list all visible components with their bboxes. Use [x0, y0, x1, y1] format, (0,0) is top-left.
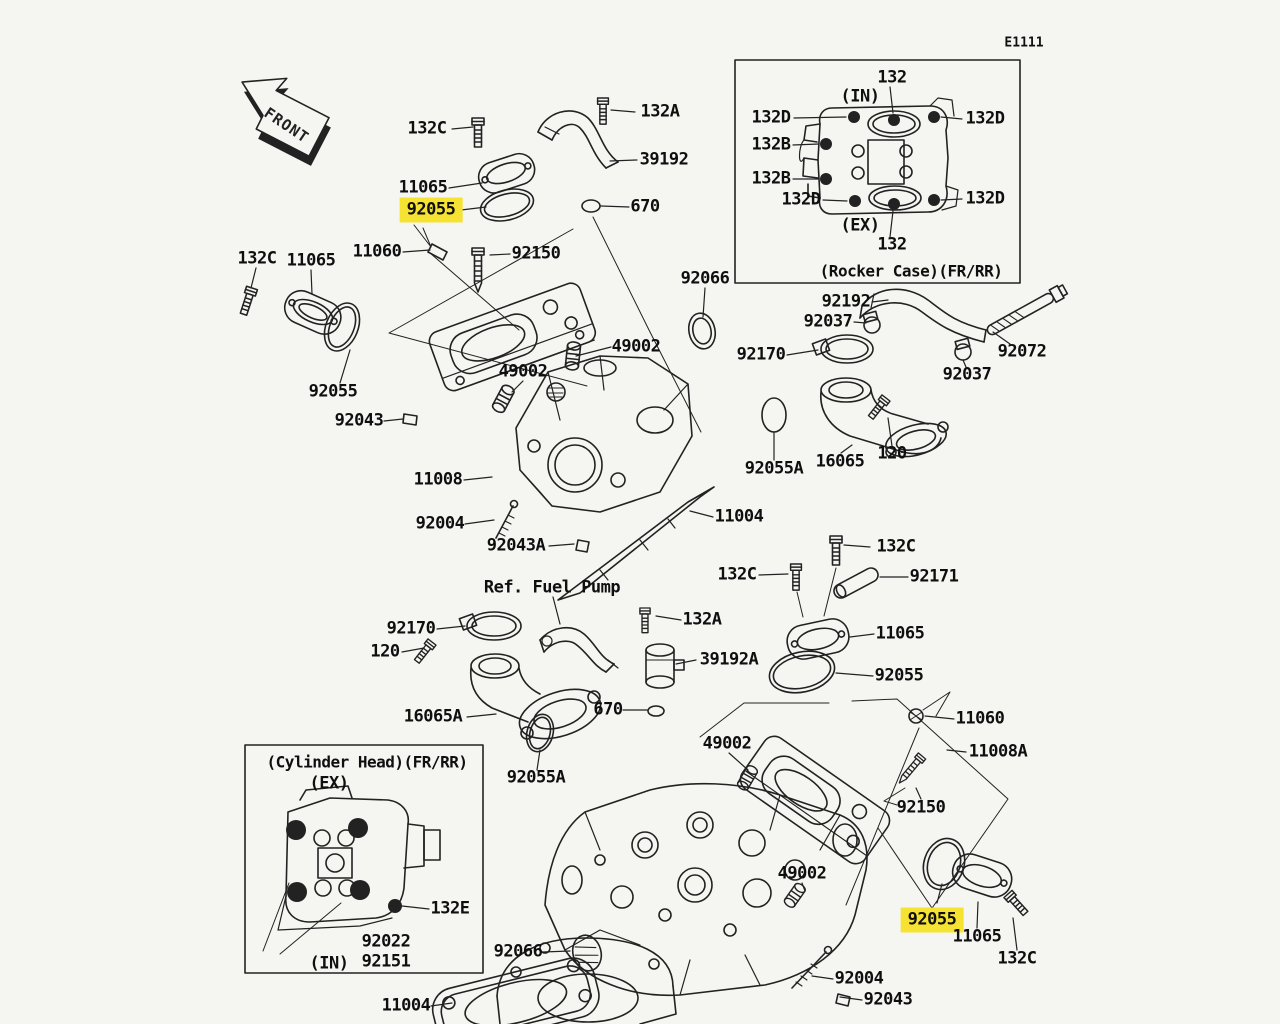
part-label-132c: 132C: [237, 248, 277, 269]
part-label-132: 132: [877, 67, 907, 88]
part-label-11008: 11008: [413, 469, 463, 490]
long-bolt-92072: [985, 283, 1069, 338]
seal-92066-top: [686, 311, 719, 352]
part-label-120: 120: [877, 443, 907, 464]
part-label-92192: 92192: [821, 291, 871, 312]
part-label-92004: 92004: [834, 968, 884, 989]
dowel-92043a: [576, 540, 589, 552]
part-label-11065: 11065: [286, 250, 336, 271]
part-label-49002: 49002: [611, 336, 661, 357]
part-label-92170: 92170: [736, 344, 786, 365]
clamp-92170-lower: [459, 612, 521, 640]
part-label-11065: 11065: [952, 926, 1002, 947]
plug-49002-a: [491, 383, 516, 414]
part-label-16065: 16065: [815, 451, 865, 472]
part-label-11008a: 11008A: [968, 741, 1028, 762]
part-label-92066: 92066: [493, 941, 543, 962]
part-label-11065: 11065: [875, 623, 925, 644]
rocker-case-drawing: [800, 98, 959, 214]
pin-92043-top: [403, 414, 417, 425]
clamp-92037-b: [955, 338, 971, 360]
plug-49002-d: [783, 882, 807, 909]
part-label-92055: 92055: [901, 908, 964, 933]
bolt-92150-rear: [896, 753, 926, 786]
part-label-49002: 49002: [702, 733, 752, 754]
part-label-92072: 92072: [997, 341, 1047, 362]
oring-92055a-lower: [523, 711, 558, 754]
part-label-132c: 132C: [997, 948, 1037, 969]
nut-11060-rear: [909, 709, 923, 723]
oring-670-lower: [648, 706, 664, 716]
part-label-92150: 92150: [511, 243, 561, 264]
part-label-132b: 132B: [751, 134, 791, 155]
part-label-ref-fuel-pump: Ref. Fuel Pump: [483, 577, 621, 598]
part-label-11060: 11060: [955, 708, 1005, 729]
part-label-92171: 92171: [909, 566, 959, 587]
bolt-132a-lower: [640, 608, 650, 633]
part-label-92043: 92043: [334, 410, 384, 431]
part-label-92037: 92037: [803, 311, 853, 332]
pin-92043-rear: [836, 994, 850, 1006]
intake-boot-16065a: [471, 654, 607, 748]
breather-cover-11065-c: [784, 616, 852, 662]
part-label-11004: 11004: [714, 506, 764, 527]
gasket-92055-c: [766, 646, 839, 699]
part-label-39192a: 39192A: [699, 649, 759, 670]
bolt-132c-d: [791, 564, 802, 590]
part-label-670: 670: [593, 699, 623, 720]
bolt-132c-e: [1004, 890, 1029, 917]
part-label-92055: 92055: [308, 381, 358, 402]
front-arrow-text: FRONT: [260, 103, 313, 147]
part-label-132d: 132D: [965, 108, 1005, 129]
fuel-pump-hose: [540, 628, 618, 672]
part-label-92150: 92150: [896, 797, 946, 818]
part-label-11065: 11065: [398, 177, 448, 198]
part-label-ex: (EX): [309, 773, 349, 794]
bolt-120-right: [867, 395, 890, 421]
part-label-92055: 92055: [400, 198, 463, 223]
cylinder-head-rear: [545, 784, 867, 996]
part-label-92066: 92066: [680, 268, 730, 289]
part-label-92022: 92022: [361, 931, 411, 952]
valve-cover-rear: [736, 732, 894, 869]
part-label-132b: 132B: [751, 168, 791, 189]
part-label-670: 670: [630, 196, 660, 217]
cylinder-head-caption: (Cylinder Head)(FR/RR): [266, 752, 468, 772]
rocker-case-bolt-dots: [820, 111, 940, 210]
front-arrow: [221, 59, 344, 172]
part-label-39192: 39192: [639, 149, 689, 170]
part-label-ex: (EX): [840, 215, 880, 236]
part-label-92055a: 92055A: [744, 458, 804, 479]
part-label-120: 120: [370, 641, 400, 662]
breather-cover-11065-d: [948, 850, 1016, 902]
part-label-132d: 132D: [965, 188, 1005, 209]
part-label-92037: 92037: [942, 364, 992, 385]
part-label-11004: 11004: [381, 995, 431, 1016]
diagram-code: E1111: [1004, 35, 1044, 51]
stud-92004-front: [496, 501, 518, 539]
clamp-92170-right: [812, 335, 873, 363]
part-label-92043: 92043: [863, 989, 913, 1010]
hose-92192: [860, 289, 986, 342]
part-label-132d: 132D: [751, 107, 791, 128]
part-label-132a: 132A: [640, 101, 680, 122]
part-label-16065a: 16065A: [403, 706, 463, 727]
part-label-92043a: 92043A: [486, 535, 546, 556]
pipe-92171: [832, 566, 881, 601]
cap-49002-b: [547, 383, 565, 401]
bolt-132c-left: [238, 286, 257, 316]
part-label-132a: 132A: [682, 609, 722, 630]
bolt-132c-top: [472, 118, 484, 147]
part-label-132c: 132C: [717, 564, 757, 585]
bolt-132a-top: [598, 98, 609, 124]
bolt-132c-c: [830, 536, 842, 565]
oring-670-top: [582, 200, 600, 212]
cylinder-head-inset-drawing: [278, 786, 440, 930]
part-label-49002: 49002: [498, 361, 548, 382]
part-label-in: (IN): [309, 953, 349, 974]
oring-92055a-right: [762, 398, 786, 432]
part-label-132d: 132D: [781, 189, 821, 210]
rocker-case-caption: (Rocker Case)(FR/RR): [819, 261, 1003, 281]
canister-39192a: [646, 644, 684, 688]
part-label-92055: 92055: [874, 665, 924, 686]
part-label-49002: 49002: [777, 863, 827, 884]
part-label-132c: 132C: [876, 536, 916, 557]
part-label-132c: 132C: [407, 118, 447, 139]
part-label-92170: 92170: [386, 618, 436, 639]
part-label-132: 132: [877, 234, 907, 255]
part-label-92055a: 92055A: [506, 767, 566, 788]
part-label-92151: 92151: [361, 951, 411, 972]
bolt-120-lower: [413, 639, 436, 665]
part-label-11060: 11060: [352, 241, 402, 262]
part-label-in: (IN): [840, 86, 880, 107]
construction-lines: [263, 217, 1008, 954]
stud-92004-rear: [792, 947, 832, 989]
part-label-132e: 132E: [430, 898, 470, 919]
clamp-92037-a: [863, 311, 880, 333]
pin-11060-front: [428, 244, 447, 260]
part-label-92004: 92004: [415, 513, 465, 534]
